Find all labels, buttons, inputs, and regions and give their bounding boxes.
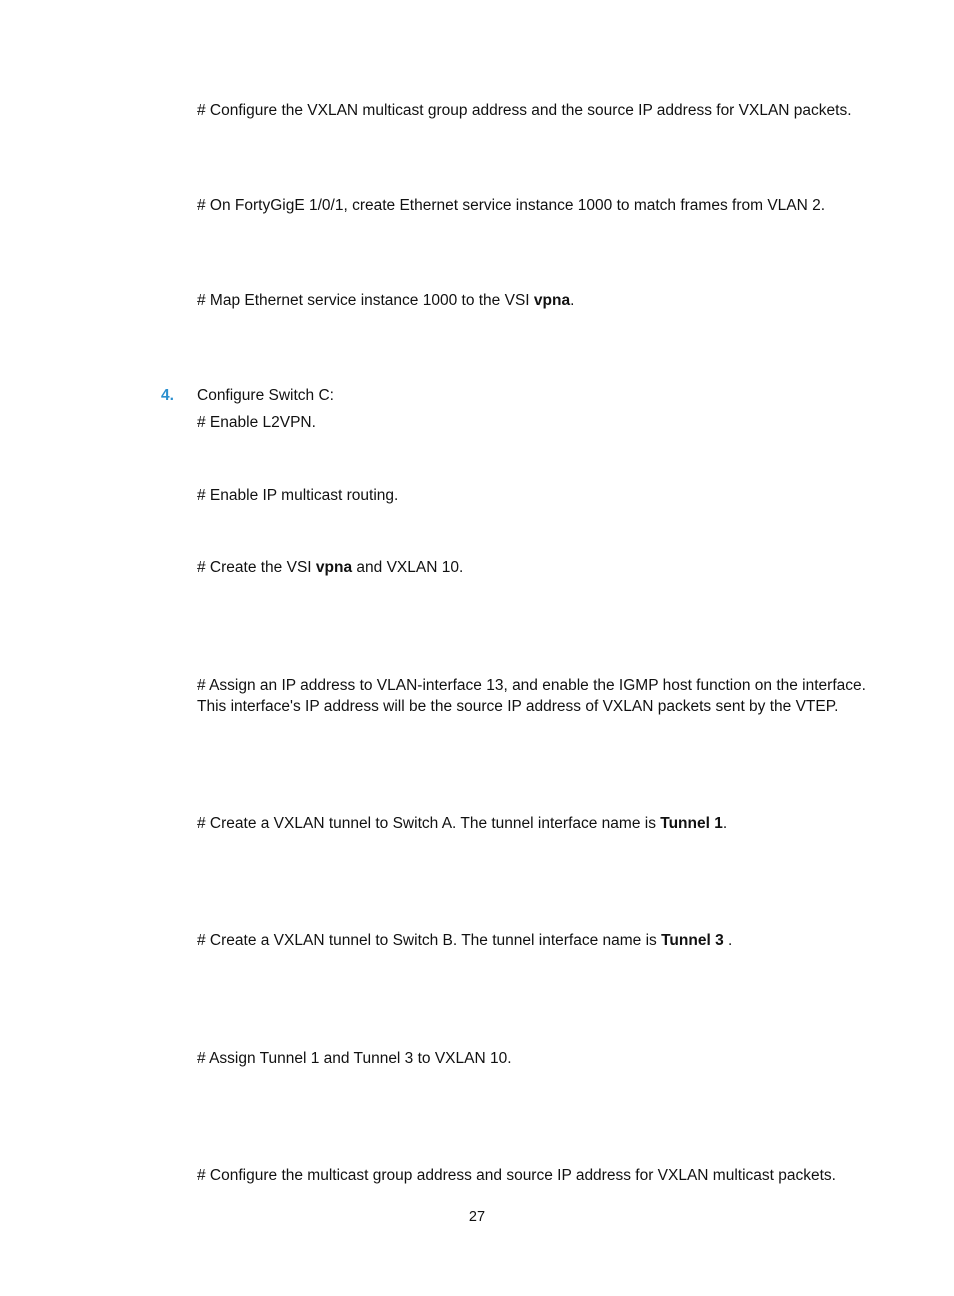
- step-create-tunnel-b: [197, 930, 732, 951]
- step-map-service-instance: [197, 290, 574, 311]
- text-segment: .: [570, 292, 575, 309]
- vsi-name: vpna: [533, 292, 571, 309]
- step-configure-vxlan-multicast: # Configure the VXLAN multicast group address and the source IP address for VXLAN packets.: [197, 102, 852, 119]
- text-segment: # Create the VSI: [197, 559, 316, 576]
- step-assign-ip-line1: # Assign an IP address to VLAN-interface 13, and enable the IGMP host function on the interface.: [197, 677, 866, 694]
- text-segment: # Map Ethernet service instance 1000 to the VSI: [197, 292, 534, 309]
- text-segment: .: [722, 815, 728, 832]
- vsi-name: vpna: [315, 559, 353, 576]
- tunnel-name: Tunnel 1: [660, 815, 723, 832]
- step-assign-tunnels: # Assign Tunnel 1 and Tunnel 3 to VXLAN 10.: [197, 1050, 512, 1067]
- step-enable-l2vpn: # Enable L2VPN.: [197, 414, 316, 431]
- step-assign-ip-line2: This interface's IP address will be the source IP address of VXLAN packets sent by the VTEP.: [197, 698, 839, 715]
- step-configure-multicast-group: # Configure the multicast group address and source IP address for VXLAN multicast packets.: [197, 1167, 836, 1184]
- text-segment: and VXLAN 10.: [352, 559, 464, 576]
- step-enable-multicast-routing: # Enable IP multicast routing.: [197, 487, 399, 504]
- tunnel-name: Tunnel 3: [661, 932, 724, 949]
- text-segment: .: [723, 932, 733, 949]
- list-number: 4.: [161, 387, 174, 404]
- text-segment: # Create a VXLAN tunnel to Switch A. The tunnel interface name is: [197, 815, 661, 832]
- page-number: 27: [468, 1209, 486, 1225]
- section-title: Configure Switch C:: [197, 387, 334, 404]
- text-segment: # Create a VXLAN tunnel to Switch B. The tunnel interface name is: [197, 932, 662, 949]
- step-create-vsi: [197, 557, 463, 578]
- step-create-tunnel-a: [197, 813, 727, 834]
- step-create-service-instance: # On FortyGigE 1/0/1, create Ethernet service instance 1000 to match frames from VLAN 2.: [197, 197, 826, 214]
